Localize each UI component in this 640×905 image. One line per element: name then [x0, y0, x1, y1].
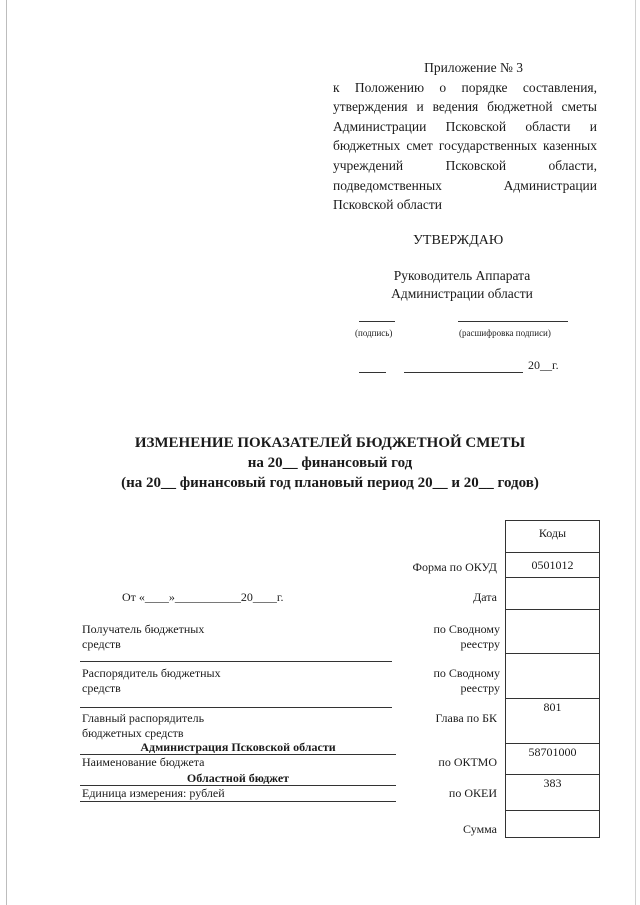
unit-line	[80, 801, 396, 802]
page-edge-left	[6, 0, 7, 905]
date-code	[506, 578, 599, 610]
signature-line	[359, 321, 395, 322]
oktmo-code: 58701000	[506, 744, 599, 775]
document-title-line3: (на 20__ финансовый год плановый период 20__ и 20__ годов)	[121, 475, 539, 491]
codes-header: Коды	[506, 521, 599, 553]
date-month-line	[404, 372, 523, 373]
appendix-text: к Положению о порядке составления, утверждения и ведения бюджетной сметы Администрации Псковской области и бюджетных смет государственных казенных учреждений Псковской области, подведомственных Администрации Псковской области	[333, 79, 597, 213]
bk-chapter-label: Глава по БК	[435, 711, 497, 725]
budget-name-label: Наименование бюджета	[82, 755, 205, 769]
okei-code: 383	[506, 775, 599, 811]
decoding-line	[458, 321, 568, 322]
date-label: Дата	[473, 590, 497, 604]
manager-label: Распорядитель бюджетных средств	[82, 666, 221, 695]
chief-manager-label: Главный распорядитель бюджетных средств	[82, 711, 205, 740]
approver-position	[362, 267, 562, 303]
budget-name-value: Областной бюджет	[186, 771, 290, 785]
chief-manager-value: Администрация Псковской области	[140, 740, 336, 754]
sum-code	[506, 811, 599, 837]
consolidated-registry-label-2: по Сводному реестру	[433, 666, 500, 695]
approver-position-line1: Руководитель Аппарата	[393, 268, 531, 283]
page-edge-right	[635, 0, 636, 905]
consolidated-registry-label-1: по Сводному реестру	[433, 622, 500, 651]
document-title	[60, 433, 600, 493]
signature-caption: (подпись)	[355, 328, 393, 338]
document-title-line2: на 20__ финансовый год	[247, 455, 413, 471]
approver-position-line2: Администрации области	[391, 286, 533, 301]
document-title-line1: ИЗМЕНЕНИЕ ПОКАЗАТЕЛЕЙ БЮДЖЕТНОЙ СМЕТЫ	[134, 435, 526, 451]
consolidated-registry-code-2	[506, 654, 599, 699]
sum-label: Сумма	[463, 822, 497, 836]
bk-chapter-code: 801	[506, 699, 599, 744]
codes-table	[505, 520, 600, 838]
consolidated-registry-code-1	[506, 610, 599, 654]
okud-label: Форма по ОКУД	[412, 560, 497, 574]
okud-code: 0501012	[506, 553, 599, 578]
approval-date-year: 20__г.	[528, 358, 559, 372]
appendix-heading: Приложение № 3	[424, 60, 523, 75]
decoding-caption: (расшифровка подписи)	[459, 328, 551, 338]
date-day-line	[359, 372, 386, 373]
manager-line	[80, 707, 392, 708]
recipient-line	[80, 661, 392, 662]
unit-label: Единица измерения: рублей	[82, 786, 225, 800]
okei-label: по ОКЕИ	[448, 786, 497, 800]
recipient-label: Получатель бюджетных средств	[82, 622, 205, 651]
appendix-block	[333, 58, 597, 215]
from-date: От «____»___________20____г.	[122, 590, 284, 604]
approval-title: УТВЕРЖДАЮ	[413, 233, 504, 248]
oktmo-label: по ОКТМО	[438, 755, 497, 769]
